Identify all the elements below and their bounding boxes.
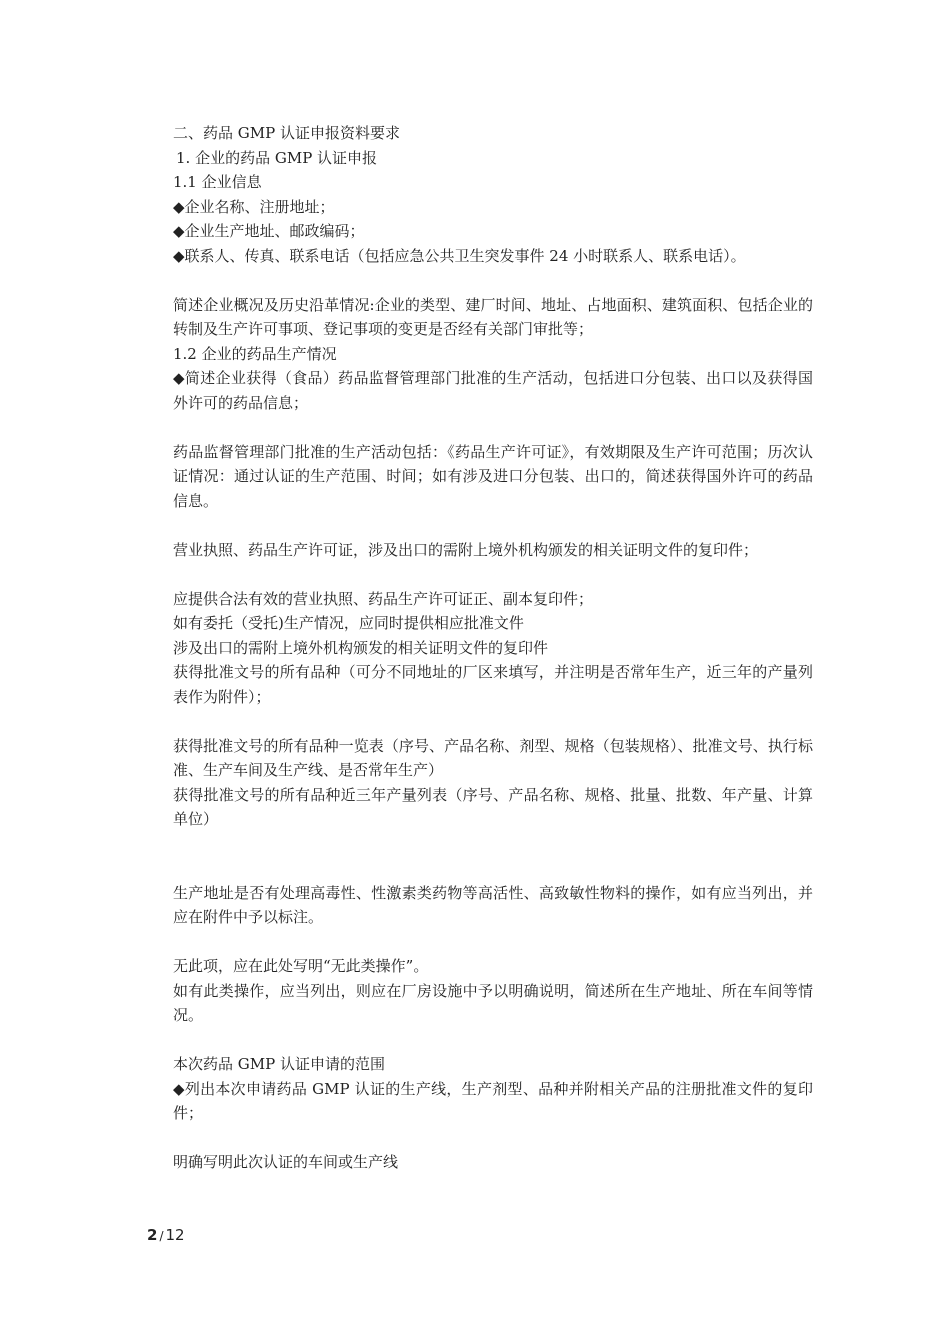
paragraph-line: 明确写明此次认证的车间或生产线 (173, 1153, 399, 1171)
paragraph: 药品监督管理部门批准的生产活动包括：《药品生产许可证》，有效期限及生产许可范围；历次认证情况：通过认证的生产范围、时间；如有涉及进口分包装、出口的，简述获得国外许可的药品信息。 (173, 442, 813, 510)
spacer (173, 513, 813, 538)
spacer (173, 1028, 813, 1053)
subsection-heading: 1. 企业的药品 GMP 认证申报 (176, 148, 378, 167)
bullet-item: ◆简述企业获得（食品）药品监督管理部门批准的生产活动，包括进口分包装、出口以及获得国外许可的药品信息； (173, 369, 813, 412)
subsection-heading: 1.2 企业的药品生产情况 (173, 344, 337, 363)
page-number (147, 1226, 185, 1244)
paragraph-line: 无此项，应在此处写明“无此类操作”。 (173, 957, 429, 975)
bullet-item: ◆企业生产地址、邮政编码； (173, 222, 365, 240)
paragraph: 获得批准文号的所有品种一览表（序号、产品名称、剂型、规格（包装规格）、批准文号、执行标准、生产车间及生产线、是否常年生产） (173, 736, 813, 779)
spacer (173, 930, 813, 955)
spacer (173, 832, 813, 881)
paragraph-line: 应提供合法有效的营业执照、药品生产许可证正、副本复印件； (173, 589, 594, 608)
spacer (173, 415, 813, 440)
spacer (173, 1126, 813, 1151)
spacer (173, 709, 813, 734)
current-page-number: 2 (147, 1226, 158, 1244)
paragraph: 简述企业概况及历史沿革情况:企业的类型、建厂时间、地址、占地面积、建筑面积、包括企业的转制及生产许可事项、登记事项的变更是否经有关部门审批等； (173, 295, 813, 338)
spacer (173, 562, 813, 587)
subsection-heading: 1.1 企业信息 (173, 173, 262, 191)
paragraph-line: 本次药品 GMP 认证申请的范围 (173, 1055, 385, 1073)
paragraph-line: 如有委托（受托)生产情况，应同时提供相应批准文件 (173, 614, 524, 632)
section-heading: 二、药品 GMP 认证申报资料要求 (173, 124, 400, 142)
paragraph: 生产地址是否有处理高毒性、性激素类药物等高活性、高致敏性物料的操作，如有应当列出，并应在附件中予以标注。 (173, 883, 813, 926)
document-body (173, 121, 813, 1175)
paragraph: 获得批准文号的所有品种近三年产量列表（序号、产品名称、规格、批量、批数、年产量、计算单位） (173, 785, 813, 828)
page-separator: / (159, 1229, 164, 1243)
bullet-item: ◆企业名称、注册地址； (173, 197, 335, 216)
paragraph: 如有此类操作，应当列出，则应在厂房设施中予以明确说明，简述所在生产地址、所在车间等情况。 (173, 981, 813, 1024)
total-pages: 12 (165, 1226, 185, 1244)
paragraph: 营业执照、药品生产许可证，涉及出口的需附上境外机构颁发的相关证明文件的复印件； (173, 540, 759, 559)
spacer (173, 268, 813, 293)
bullet-item: ◆联系人、传真、联系电话（包括应急公共卫生突发事件 24 小时联系人、联系电话）。 (173, 246, 746, 265)
paragraph-line: 涉及出口的需附上境外机构颁发的相关证明文件的复印件 (173, 638, 549, 657)
bullet-item: ◆列出本次申请药品 GMP 认证的生产线，生产剂型、品种并附相关产品的注册批准文件的复印件； (173, 1079, 813, 1122)
paragraph: 获得批准文号的所有品种（可分不同地址的厂区来填写，并注明是否常年生产，近三年的产量列表作为附件）； (173, 663, 813, 706)
